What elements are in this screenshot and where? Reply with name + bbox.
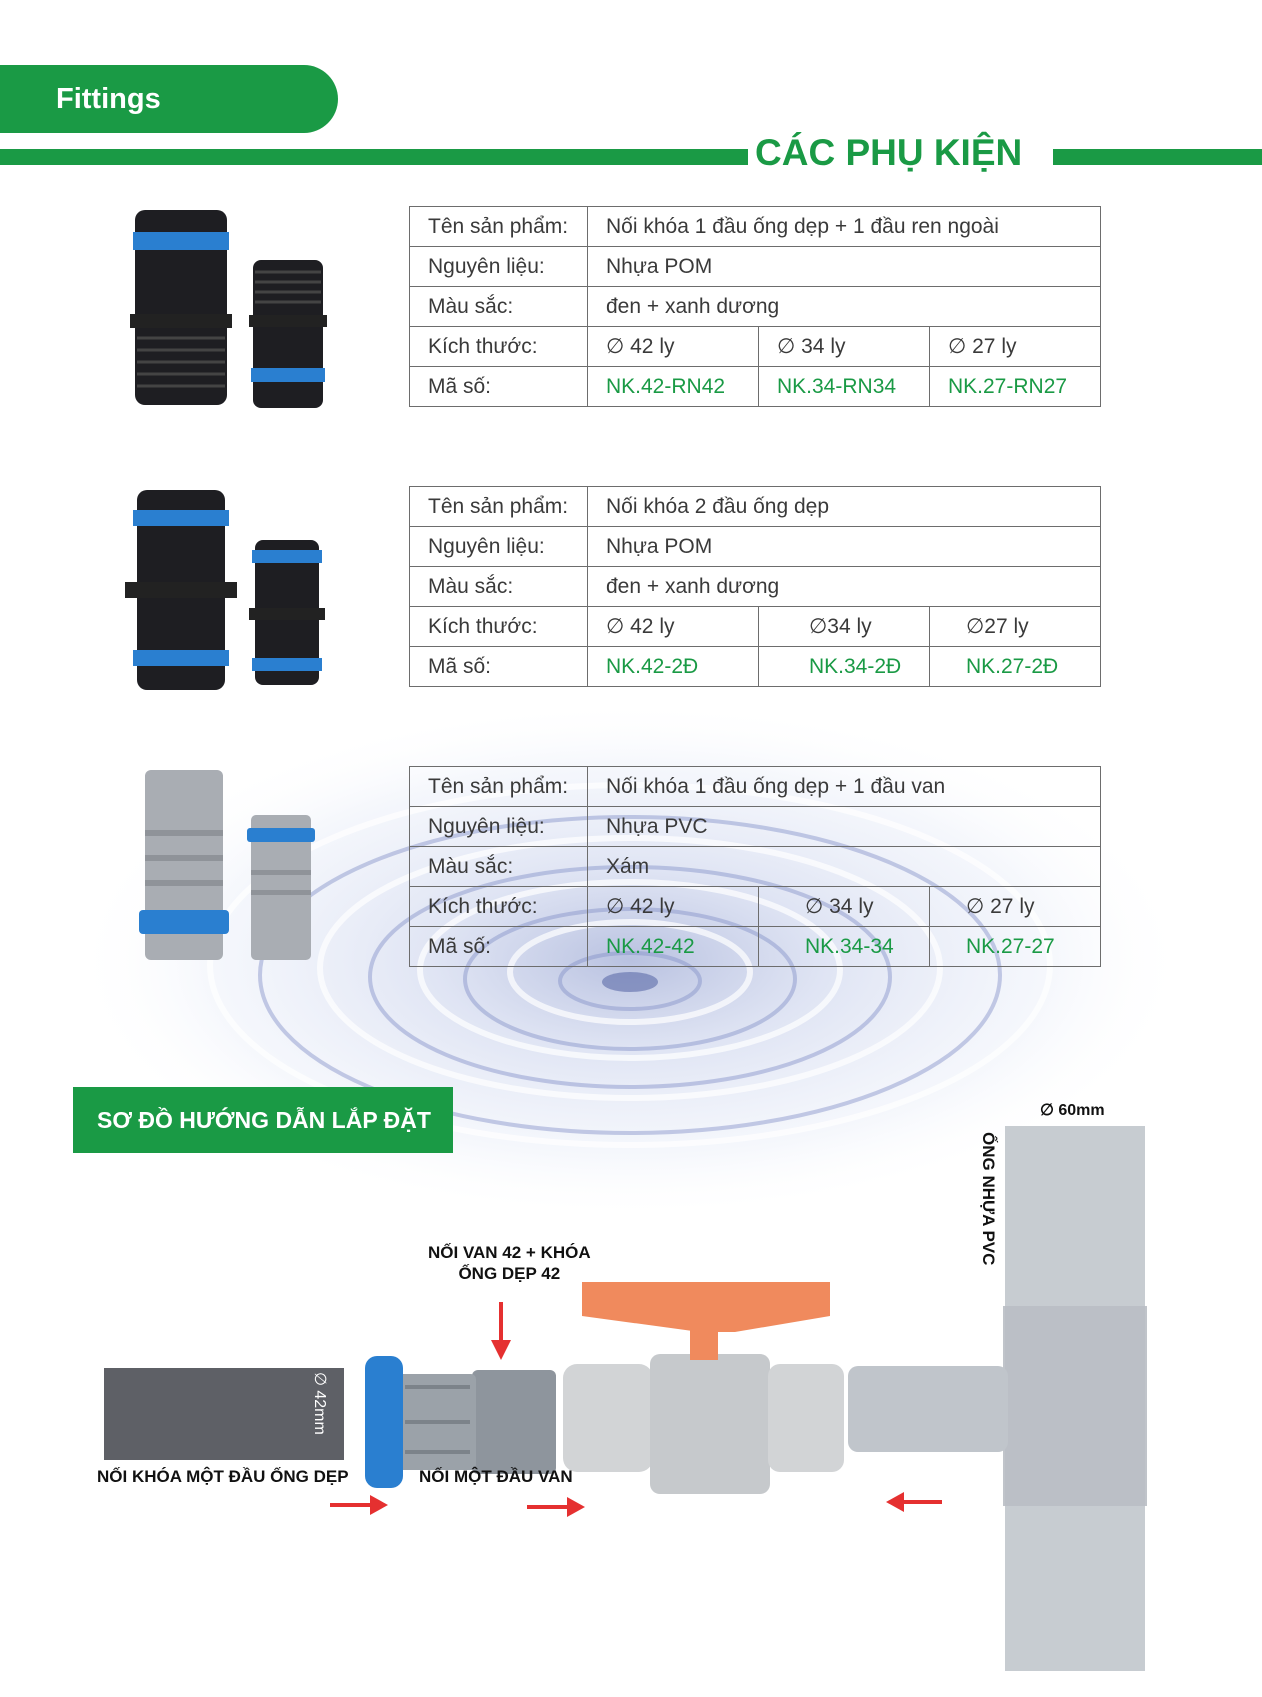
- code-cell: NK.42-RN42: [588, 367, 759, 407]
- label-code: Mã số:: [410, 927, 588, 967]
- label-name: Tên sản phẩm:: [410, 487, 588, 527]
- value-color: đen + xanh dương: [588, 567, 1101, 607]
- code-cell: NK.27-2Đ: [930, 647, 1101, 687]
- label-one-end-valve: NỐI MỘT ĐẦU VAN: [419, 1467, 573, 1486]
- spec-table-3: [409, 766, 1101, 967]
- value-color: đen + xanh dương: [588, 287, 1101, 327]
- label-color: Màu sắc:: [410, 567, 588, 607]
- page-title: CÁC PHỤ KIỆN: [755, 132, 1023, 173]
- size-cell: ∅ 42 ly: [588, 607, 759, 647]
- value-material: Nhựa POM: [588, 247, 1101, 287]
- pvc-pipe-label: ỐNG NHỰA PVC: [979, 1132, 998, 1266]
- size-cell: ∅ 27 ly: [930, 887, 1101, 927]
- pipe-diameter-label: ∅ 60mm: [1040, 1102, 1105, 1119]
- spec-table-1: [409, 206, 1101, 407]
- label-valve-joint: [428, 1242, 591, 1284]
- value-color: Xám: [588, 847, 1101, 887]
- label-size: Kích thước:: [410, 887, 588, 927]
- value-material: Nhựa POM: [588, 527, 1101, 567]
- label-code: Mã số:: [410, 367, 588, 407]
- label-flat-hose-coupling: NỐI KHÓA MỘT ĐẦU ỐNG DẸP: [97, 1467, 349, 1486]
- size-cell: ∅ 42 ly: [588, 887, 759, 927]
- title-bar-left: [0, 149, 748, 165]
- size-cell: ∅27 ly: [930, 607, 1101, 647]
- label-material: Nguyên liệu:: [410, 527, 588, 567]
- value-name: Nối khóa 1 đầu ống dẹp + 1 đầu van: [588, 767, 1101, 807]
- label-material: Nguyên liệu:: [410, 807, 588, 847]
- label-material: Nguyên liệu:: [410, 247, 588, 287]
- installation-diagram: [0, 1120, 1262, 1690]
- product-image-double-coupling: [125, 490, 335, 695]
- size-cell: ∅ 34 ly: [759, 887, 930, 927]
- label-valve-joint-line1: NỐI VAN 42 + KHÓA: [428, 1243, 591, 1262]
- label-valve-joint-line2: ỐNG DẸP 42: [458, 1264, 561, 1283]
- section-tab: [0, 65, 338, 133]
- code-cell: NK.42-2Đ: [588, 647, 759, 687]
- label-name: Tên sản phẩm:: [410, 207, 588, 247]
- label-size: Kích thước:: [410, 327, 588, 367]
- size-cell: ∅34 ly: [759, 607, 930, 647]
- code-cell: NK.34-RN34: [759, 367, 930, 407]
- code-cell: NK.27-RN27: [930, 367, 1101, 407]
- code-cell: NK.27-27: [930, 927, 1101, 967]
- product-image-valve-coupling: [135, 770, 335, 965]
- code-cell: NK.34-2Đ: [759, 647, 930, 687]
- value-name: Nối khóa 1 đầu ống dẹp + 1 đầu ren ngoài: [588, 207, 1101, 247]
- spec-table-2: [409, 486, 1101, 687]
- value-material: Nhựa PVC: [588, 807, 1101, 847]
- label-color: Màu sắc:: [410, 287, 588, 327]
- product-image-threaded-coupling: [125, 210, 335, 410]
- label-code: Mã số:: [410, 647, 588, 687]
- size-cell: ∅ 27 ly: [930, 327, 1101, 367]
- section-tab-label: Fittings: [56, 83, 161, 115]
- label-color: Màu sắc:: [410, 847, 588, 887]
- diagram-heading-text: SƠ ĐỒ HƯỚNG DẪN LẮP ĐẶT: [97, 1107, 431, 1133]
- hose-diameter-label: ∅ 42mm: [311, 1372, 328, 1435]
- title-bar-right: [1053, 149, 1262, 165]
- size-cell: ∅ 42 ly: [588, 327, 759, 367]
- code-cell: NK.34-34: [759, 927, 930, 967]
- value-name: Nối khóa 2 đầu ống dẹp: [588, 487, 1101, 527]
- label-name: Tên sản phẩm:: [410, 767, 588, 807]
- code-cell: NK.42-42: [588, 927, 759, 967]
- size-cell: ∅ 34 ly: [759, 327, 930, 367]
- label-size: Kích thước:: [410, 607, 588, 647]
